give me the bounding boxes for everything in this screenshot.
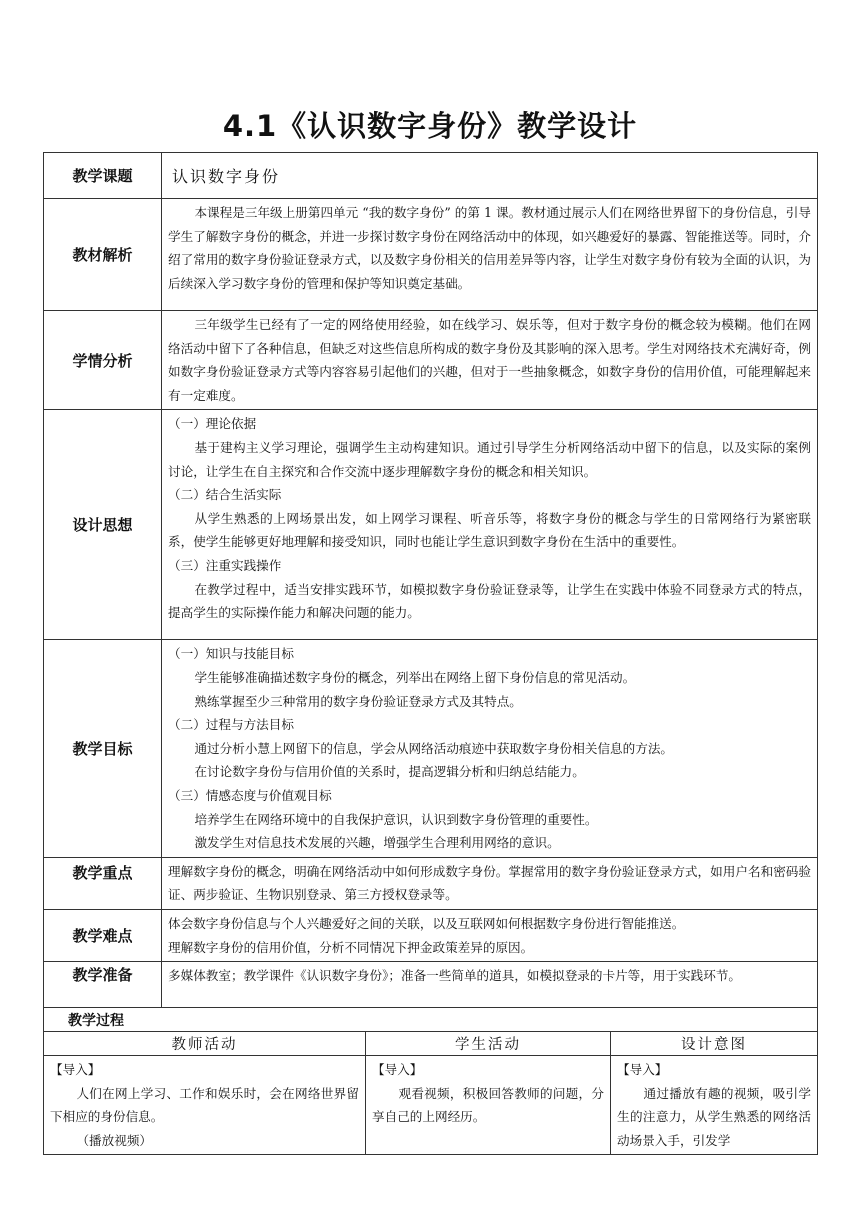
goals-section-1-line-2: 熟练掌握至少三种常用的数字身份验证登录方式及其特点。 [194, 693, 522, 709]
goals-section-1-title: （一）知识与技能目标 [168, 646, 294, 662]
goals-section-3-line-1: 培养学生在网络环境中的自我保护意识，认识到数字身份管理的重要性。 [194, 811, 598, 827]
prep-text: 多媒体教室；教学课件《认识数字身份》；准备一些简单的道具，如模拟登录的卡片等，用于实践环节。 [168, 968, 742, 984]
design-section-1-text: 基于建构主义学习理论，强调学生主动构建知识。通过引导学生分析网络活动中留下的信息，以及实际的案例讨论，让学生在自主探究和合作交流中逐步理解数字身份的概念和相关知识。 [168, 439, 811, 479]
process-header-row [44, 1032, 818, 1056]
goals-section-1-line-1: 学生能够准确描述数字身份的概念，列举出在网络上留下身份信息的常见活动。 [194, 669, 636, 685]
difficult-line-2: 理解数字身份的信用价值，分析不同情况下押金政策差异的原因。 [168, 939, 534, 955]
page-title: 4.1《认识数字身份》教学设计 [222, 109, 638, 143]
intent-intro-head: 【导入】 [617, 1062, 668, 1078]
student-intro-head: 【导入】 [372, 1062, 423, 1078]
teacher-intro-head: 【导入】 [50, 1062, 101, 1078]
goals-section-3-line-2: 激发学生对信息技术发展的兴趣，增强学生合理利用网络的意识。 [194, 835, 560, 851]
key-label: 教学重点 [44, 857, 162, 909]
goals-section-2-title: （二）过程与方法目标 [168, 717, 294, 733]
difficult-label: 教学难点 [44, 909, 162, 961]
students-text: 三年级学生已经有了一定的网络使用经验，如在线学习、娱乐等，但对于数字身份的概念较为模糊。他们在网络活动中留下了各种信息，但缺乏对这些信息所构成的数字身份及其影响的深入思考。学生对网络技术充满好奇，例如数字身份验证登录方式等内容容易引起他们的兴趣，但对于一些抽象概念，如数字身份的信用价值，可能理解起来有一定难度。 [168, 317, 811, 403]
topic-label: 教学课题 [44, 153, 162, 199]
design-section-1-title: （一）理论依据 [168, 416, 257, 432]
teacher-intro-text: 人们在网上学习、工作和娱乐时，会在网络世界留下相应的身份信息。 [50, 1085, 359, 1125]
lesson-plan-table [43, 152, 818, 1155]
goals-row [44, 640, 818, 857]
student-intro-text: 观看视频，积极回答教师的问题，分享自己的上网经历。 [372, 1085, 604, 1125]
teacher-intro-note: （播放视频） [76, 1132, 153, 1148]
process-label: 教学过程 [44, 1008, 818, 1032]
material-label: 教材解析 [44, 199, 162, 311]
design-section-3-title: （三）注重实践操作 [168, 557, 282, 573]
process-row [44, 1008, 818, 1032]
goals-section-2-line-2: 在讨论数字身份与信用价值的关系时，提高逻辑分析和归纳总结能力。 [194, 764, 585, 780]
students-row [44, 311, 818, 410]
design-section-2-title: （二）结合生活实际 [168, 487, 282, 503]
design-section-2-text: 从学生熟悉的上网场景出发，如上网学习课程、听音乐等，将数字身份的概念与学生的日常网络行为紧密联系，使学生能够更好地理解和接受知识，同时也能让学生意识到数字身份在生活中的重要性。 [168, 510, 811, 550]
intent-column-header: 设计意图 [611, 1032, 818, 1056]
design-row [44, 410, 818, 640]
difficult-row [44, 909, 818, 961]
goals-label: 教学目标 [44, 640, 162, 857]
intent-intro-text: 通过播放有趣的视频，吸引学生的注意力，从学生熟悉的网络活动场景入手，引发学 [617, 1085, 811, 1148]
difficult-line-1: 体会数字身份信息与个人兴趣爱好之间的关联，以及互联网如何根据数字身份进行智能推送。 [168, 915, 685, 931]
prep-row [44, 962, 818, 1008]
design-label: 设计思想 [44, 410, 162, 640]
material-row [44, 199, 818, 311]
goals-section-3-title: （三）情感态度与价值观目标 [168, 787, 332, 803]
students-label: 学情分析 [44, 311, 162, 410]
key-row [44, 857, 818, 909]
prep-label: 教学准备 [44, 962, 162, 1008]
design-section-3-text: 在教学过程中，适当安排实践环节，如模拟数字身份验证登录等，让学生在实践中体验不同登录方式的特点，提高学生的实际操作能力和解决问题的能力。 [168, 581, 811, 621]
topic-row [44, 153, 818, 199]
goals-section-2-line-1: 通过分析小慧上网留下的信息，学会从网络活动痕迹中获取数字身份相关信息的方法。 [194, 740, 674, 756]
process-intro-row [44, 1056, 818, 1155]
material-text: 本课程是三年级上册第四单元 “我的数字身份” 的第 1 课。教材通过展示人们在网络世界留下的身份信息，引导学生了解数字身份的概念，并进一步探讨数字身份在网络活动中的体现，如兴趣爱好的暴露、智能推送等。同时，介绍了常用的数字身份验证登录方式，以及数字身份相关的信用差异等内容，让学生对数字身份有较为全面的认识，为后续深入学习数字身份的管理和保护等知识奠定基础。 [168, 205, 811, 291]
topic-value: 认识数字身份 [162, 153, 818, 199]
teacher-column-header: 教师活动 [44, 1032, 366, 1056]
key-text: 理解数字身份的概念，明确在网络活动中如何形成数字身份。掌握常用的数字身份验证登录方式，如用户名和密码验证、两步验证、生物识别登录、第三方授权登录等。 [168, 863, 811, 903]
student-column-header: 学生活动 [366, 1032, 611, 1056]
